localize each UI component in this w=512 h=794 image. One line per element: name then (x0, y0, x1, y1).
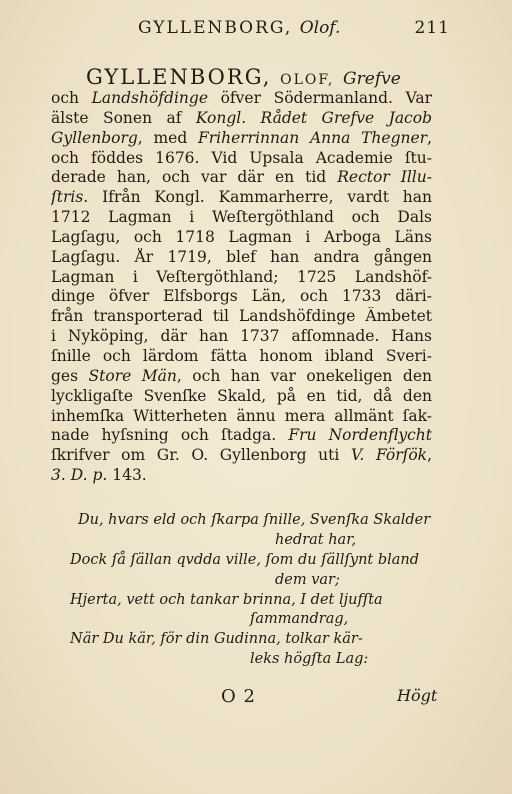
entry-body-text (51, 89, 432, 486)
body-line (51, 327, 432, 347)
body-line (51, 466, 432, 486)
italic-text: Fru Nordenflycht (288, 426, 432, 445)
italic-text: Kongl. Rådet Grefve Jacob (195, 108, 432, 127)
body-text: 1712 Lagman i Weſtergöthland och Dals (51, 208, 432, 227)
italic-text: Landshöfdinge (91, 89, 208, 107)
body-line (51, 149, 432, 169)
italic-text: Rector Illu- (337, 168, 432, 187)
body-line (51, 109, 432, 129)
body-text: , med (137, 128, 198, 147)
body-text: älste Sonen af (51, 108, 196, 127)
body-text: och (51, 89, 92, 107)
quoted-poem (70, 511, 440, 670)
running-head-title (138, 18, 340, 38)
poem-line: Dock ſå ſällan qvdda ville, ſom du ſällſynt bland (70, 551, 420, 568)
poem-line: dem var; (275, 571, 340, 588)
body-line (51, 307, 432, 327)
body-line (51, 287, 432, 307)
body-text: lyckligaſte Svenſke Skald, på en tid, då den (51, 386, 432, 405)
body-text: Lagſagu, och 1718 Lagman i Arboga Läns (51, 227, 432, 246)
poem-line: ſammandrag, (250, 611, 349, 628)
body-text: , och han var onekeligen den (176, 366, 432, 385)
poem-line: leks högſta Lag: (250, 651, 369, 668)
catchword: Högt (397, 686, 438, 705)
entry-title: Grefve (343, 69, 401, 89)
body-text: 143. (107, 466, 147, 485)
page-number: 211 (414, 18, 450, 38)
entry-surname: GYLLENBORG, (86, 65, 272, 89)
body-line (51, 387, 432, 407)
body-line (51, 129, 432, 149)
body-line (51, 228, 432, 248)
body-text: ſnille och lärdom fätta honom ibland Sveri- (51, 346, 432, 365)
body-text: ſkrifver om Gr. O. Gyllenborg uti (51, 446, 351, 465)
body-text: i Nyköping, där han 1737 afſomnade. Hans (51, 327, 432, 346)
entry-heading (86, 65, 432, 89)
poem-line: När Du kär, för din Gudinna, tolkar kär- (70, 631, 363, 648)
body-line (51, 89, 432, 109)
entry-given-name: OLOF, (280, 72, 335, 88)
body-text: Lagſagu. År 1719, blef han andra gången (51, 247, 432, 266)
body-line (51, 407, 432, 427)
running-head-surname: GYLLENBORG (138, 18, 285, 38)
running-head (40, 18, 450, 42)
body-text: dinge öfver Elfsborgs Län, och 1733 däri- (51, 287, 432, 306)
poem-line: hedrat har, (275, 531, 357, 548)
body-text: , (427, 446, 432, 465)
body-line (51, 188, 432, 208)
body-line (51, 268, 432, 288)
italic-text: V. Förſök (350, 446, 428, 465)
body-text: och föddes 1676. Vid Upsala Academie ſtu- (51, 148, 432, 167)
body-line (51, 347, 432, 367)
body-text: inhemſka Witterheten ännu mera allmänt ſak- (51, 406, 432, 425)
body-text: från transporterad til Landshöfdinge Ämbetet (51, 307, 432, 326)
body-line (51, 446, 432, 466)
body-text: , (427, 128, 432, 147)
italic-text: 3. D. p. (51, 466, 108, 485)
italic-text: Store Män (88, 366, 177, 385)
body-text: Lagman i Veſtergöthland; 1725 Landshöf- (51, 267, 432, 286)
italic-text: ſtris (51, 188, 84, 207)
body-line (51, 426, 432, 446)
body-text: öfver Södermanland. Var (208, 89, 432, 107)
italic-text: Gyllenborg (51, 128, 138, 147)
body-text: . Ifrån Kongl. Kammarherre, vardt han (83, 188, 432, 207)
body-line (51, 367, 432, 387)
poem-line: Du, hvars eld och ſkarpa ſnille, Svenſka Skalder (78, 512, 431, 528)
body-text: nade hyſsning och ſtadga. (51, 426, 289, 445)
body-line (51, 208, 432, 228)
body-line (51, 248, 432, 268)
body-line (51, 168, 432, 188)
body-text: ges (51, 366, 89, 385)
poem-line: Hjerta, vett och tankar brinna, I det ljufſta (70, 591, 383, 608)
running-head-separator: , (284, 18, 300, 38)
running-head-given-name: Olof. (299, 18, 341, 38)
signature-mark: O 2 (221, 686, 256, 707)
body-text: derade han, och var där en tid (51, 168, 338, 187)
italic-text: Friherrinnan Anna Thegner (197, 128, 428, 147)
